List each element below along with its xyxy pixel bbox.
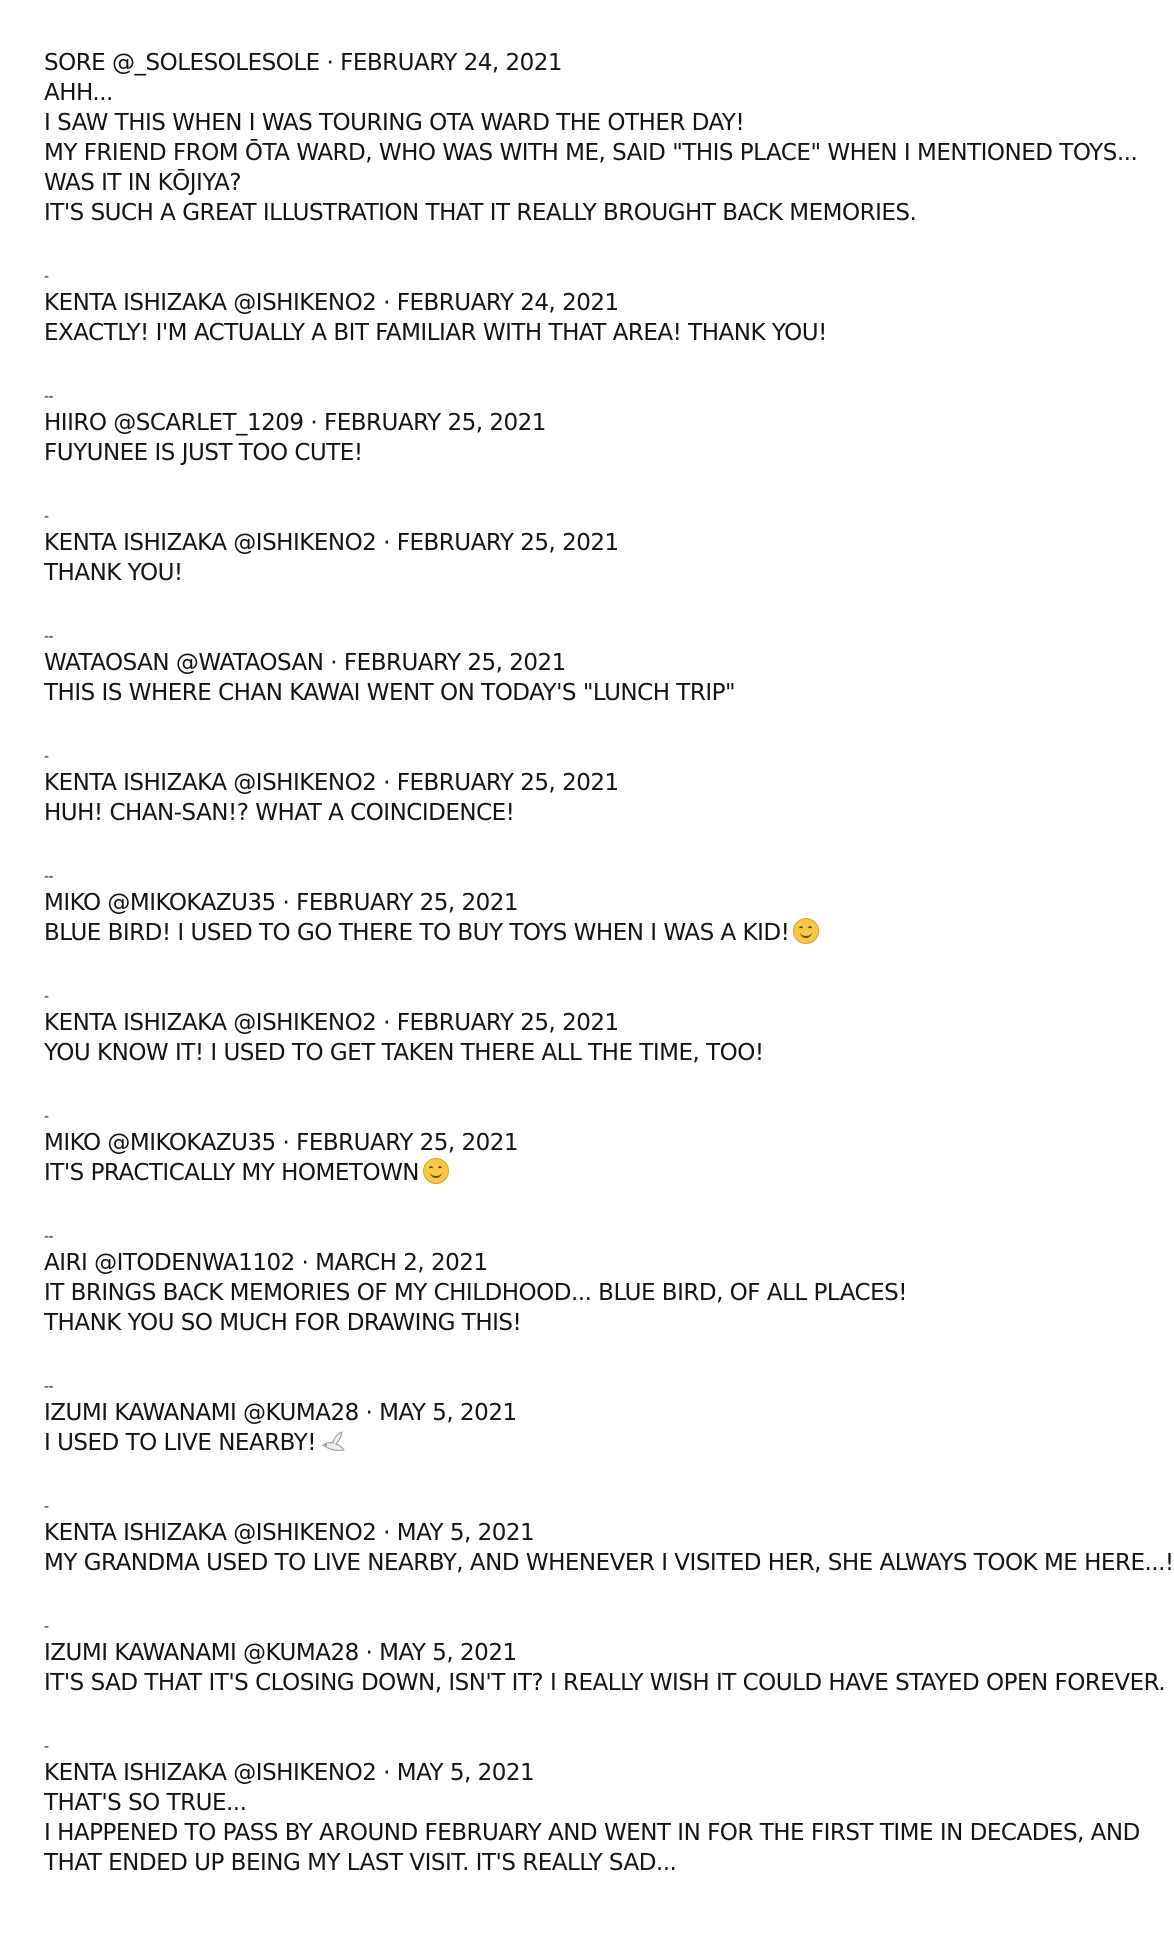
comment-separator	[44, 1488, 1024, 1518]
comment-entry	[44, 1128, 1024, 1248]
comment-header: WATAOSAN @WATAOSAN · FEBRUARY 25, 2021	[44, 650, 566, 676]
comment-entry	[44, 1518, 1174, 1638]
separator-mark: --	[44, 1229, 54, 1245]
separator-mark: --	[44, 389, 54, 405]
comment-text-line	[44, 678, 1024, 708]
smile-icon	[793, 918, 819, 944]
comment-separator	[44, 738, 1024, 768]
comment-text-line	[44, 1788, 1024, 1818]
comment-text: YOU KNOW IT! I USED TO GET TAKEN THERE ALL THE TIME, TOO!	[44, 1040, 764, 1066]
comment-header: AIRI @ITODENWA1102 · MARCH 2, 2021	[44, 1250, 488, 1276]
comment-entry	[44, 288, 1024, 408]
comment-header: KENTA ISHIZAKA @ISHIKENO2 · MAY 5, 2021	[44, 1520, 535, 1546]
comment-text-line	[44, 1308, 1024, 1338]
comment-separator	[44, 1098, 1024, 1128]
comment-entry	[44, 48, 1138, 288]
comment-text-line	[44, 108, 1024, 138]
comment-entry	[44, 1248, 1024, 1398]
comment-text: MY GRANDMA USED TO LIVE NEARBY, AND WHENEVER I VISITED HER, SHE ALWAYS TOOK ME HERE...!	[44, 1550, 1174, 1576]
comment-text: THANK YOU SO MUCH FOR DRAWING THIS!	[44, 1310, 522, 1336]
comment-entry	[44, 408, 1024, 528]
comment-text: HUH! CHAN-SAN!? WHAT A COINCIDENCE!	[44, 800, 515, 826]
comment-entry	[44, 1008, 1024, 1128]
smile-icon	[423, 1158, 449, 1184]
separator-mark: -	[44, 1109, 49, 1125]
comment-text: AHH...	[44, 80, 113, 106]
comment-text-line	[44, 138, 1138, 168]
comment-header: KENTA ISHIZAKA @ISHIKENO2 · FEBRUARY 25, 2021	[44, 530, 619, 556]
separator-mark: -	[44, 1739, 49, 1755]
comment-text: IT'S PRACTICALLY MY HOMETOWN	[44, 1160, 420, 1186]
comment-text-line	[44, 1158, 1024, 1188]
separator-mark: -	[44, 269, 49, 285]
comment-text-line	[44, 198, 1024, 228]
comment-header: KENTA ISHIZAKA @ISHIKENO2 · FEBRUARY 24, 2021	[44, 290, 619, 316]
comment-separator	[44, 1608, 1024, 1638]
comment-text-line	[44, 1428, 1024, 1458]
comment-separator	[44, 1368, 1024, 1398]
comment-entry	[44, 528, 1024, 648]
separator-mark: --	[44, 1379, 54, 1395]
comment-text-line	[44, 558, 1024, 588]
comment-header: KENTA ISHIZAKA @ISHIKENO2 · FEBRUARY 25, 2021	[44, 770, 619, 796]
separator-mark: -	[44, 749, 49, 765]
comment-header: IZUMI KAWANAMI @KUMA28 · MAY 5, 2021	[44, 1400, 517, 1426]
comment-text: THAT ENDED UP BEING MY LAST VISIT. IT'S REALLY SAD...	[44, 1850, 677, 1876]
comment-text-line	[44, 1668, 1166, 1698]
comment-entry	[44, 768, 1024, 888]
comment-text-line	[44, 918, 1024, 948]
comment-entry	[44, 648, 1024, 768]
comment-text: BLUE BIRD! I USED TO GO THERE TO BUY TOYS WHEN I WAS A KID!	[44, 920, 790, 946]
comment-text-line	[44, 1818, 1140, 1848]
comment-header: SORE @_SOLESOLESOLE · FEBRUARY 24, 2021	[44, 50, 562, 76]
comment-separator	[44, 498, 1024, 528]
comment-thread	[44, 48, 1174, 1878]
comment-header: KENTA ISHIZAKA @ISHIKENO2 · MAY 5, 2021	[44, 1760, 535, 1786]
separator-mark: -	[44, 989, 49, 1005]
comment-header: IZUMI KAWANAMI @KUMA28 · MAY 5, 2021	[44, 1640, 517, 1666]
comment-separator	[44, 378, 1024, 408]
comment-text-line	[44, 438, 1024, 468]
comment-separator	[44, 258, 1024, 288]
separator-mark: -	[44, 509, 49, 525]
separator-mark: -	[44, 1619, 49, 1635]
comment-separator	[44, 858, 1024, 888]
comment-separator	[44, 978, 1024, 1008]
comment-entry	[44, 1398, 1024, 1518]
comment-text-line	[44, 1278, 1024, 1308]
comment-entry	[44, 1638, 1166, 1758]
separator-mark: -	[44, 1499, 49, 1515]
comment-entry	[44, 1758, 1140, 1878]
comment-text: EXACTLY! I'M ACTUALLY A BIT FAMILIAR WITH THAT AREA! THANK YOU!	[44, 320, 827, 346]
comment-text: MY FRIEND FROM ŌTA WARD, WHO WAS WITH ME, SAID "THIS PLACE" WHEN I MENTIONED TOYS...	[44, 140, 1138, 166]
comment-text-line	[44, 1038, 1024, 1068]
comment-text: IT'S SAD THAT IT'S CLOSING DOWN, ISN'T IT? I REALLY WISH IT COULD HAVE STAYED OPEN FOREVER.	[44, 1670, 1166, 1696]
comment-text: I USED TO LIVE NEARBY!	[44, 1430, 316, 1456]
comment-separator	[44, 618, 1024, 648]
comment-header: MIKO @MIKOKAZU35 · FEBRUARY 25, 2021	[44, 890, 519, 916]
comment-entry	[44, 888, 1024, 1008]
comment-text: I SAW THIS WHEN I WAS TOURING OTA WARD THE OTHER DAY!	[44, 110, 745, 136]
comment-separator	[44, 1218, 1024, 1248]
comment-text-line	[44, 318, 1024, 348]
comment-text-line	[44, 1548, 1174, 1578]
comment-text: I HAPPENED TO PASS BY AROUND FEBRUARY AND WENT IN FOR THE FIRST TIME IN DECADES, AND	[44, 1820, 1140, 1846]
comment-text-line	[44, 798, 1024, 828]
comment-text-line	[44, 1848, 1024, 1878]
comment-text: IT'S SUCH A GREAT ILLUSTRATION THAT IT REALLY BROUGHT BACK MEMORIES.	[44, 200, 917, 226]
comment-text: THIS IS WHERE CHAN KAWAI WENT ON TODAY'S "LUNCH TRIP"	[44, 680, 736, 706]
separator-mark: --	[44, 869, 54, 885]
dove-icon	[320, 1430, 346, 1454]
comment-header: HIIRO @SCARLET_1209 · FEBRUARY 25, 2021	[44, 410, 546, 436]
comment-text: IT BRINGS BACK MEMORIES OF MY CHILDHOOD... BLUE BIRD, OF ALL PLACES!	[44, 1280, 907, 1306]
comment-header: KENTA ISHIZAKA @ISHIKENO2 · FEBRUARY 25, 2021	[44, 1010, 619, 1036]
comment-text-line	[44, 78, 1024, 108]
comment-separator	[44, 1728, 1024, 1758]
comment-text: THANK YOU!	[44, 560, 183, 586]
separator-mark: --	[44, 629, 54, 645]
comment-text: THAT'S SO TRUE...	[44, 1790, 247, 1816]
comment-text: FUYUNEE IS JUST TOO CUTE!	[44, 440, 363, 466]
comment-text-line	[44, 168, 1024, 198]
comment-header: MIKO @MIKOKAZU35 · FEBRUARY 25, 2021	[44, 1130, 519, 1156]
comment-text: WAS IT IN KŌJIYA?	[44, 170, 242, 196]
